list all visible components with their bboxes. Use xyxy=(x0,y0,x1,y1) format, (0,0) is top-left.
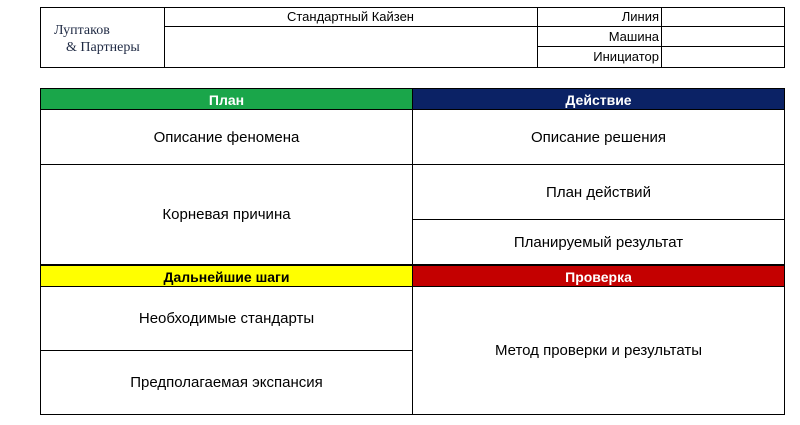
root-cause-cell[interactable] xyxy=(40,164,413,265)
company-logo xyxy=(40,7,164,68)
logo-line-2: & Партнеры xyxy=(66,40,140,55)
machine-label: Машина xyxy=(608,29,659,44)
action-plan-cell[interactable] xyxy=(412,164,785,220)
expected-expansion-label: Предполагаемая экспансия xyxy=(130,374,323,391)
required-standards-cell[interactable] xyxy=(40,286,413,351)
phenomenon-description-cell[interactable] xyxy=(40,109,413,165)
verification-method-label: Метод проверки и результаты xyxy=(494,342,703,359)
logo-line-1: Луптаков xyxy=(54,23,110,38)
header-divider xyxy=(164,26,537,27)
expected-expansion-cell[interactable] xyxy=(40,350,413,415)
next-steps-header: Дальнейшие шаги xyxy=(40,265,413,287)
solution-description-label: Описание решения xyxy=(530,128,667,146)
kaizen-title: Стандартный Кайзен xyxy=(286,9,414,24)
line-value-field[interactable] xyxy=(662,8,784,26)
initiator-label: Инициатор xyxy=(593,49,659,64)
phenomenon-description-label: Описание феномена xyxy=(153,128,300,146)
required-standards-label: Необходимые стандарты xyxy=(138,310,315,327)
action-plan-label: План действий xyxy=(546,183,651,201)
planned-result-cell[interactable] xyxy=(412,219,785,265)
planned-result-label: Планируемый результат xyxy=(513,233,684,251)
verification-method-cell[interactable] xyxy=(412,286,785,415)
check-header: Проверка xyxy=(412,265,785,287)
line-label: Линия xyxy=(621,9,659,24)
initiator-value-field[interactable] xyxy=(662,47,784,67)
root-cause-label: Корневая причина xyxy=(162,206,291,223)
action-header: Действие xyxy=(412,88,785,110)
solution-description-cell[interactable] xyxy=(412,109,785,165)
plan-header: План xyxy=(40,88,413,110)
machine-value-field[interactable] xyxy=(662,27,784,46)
